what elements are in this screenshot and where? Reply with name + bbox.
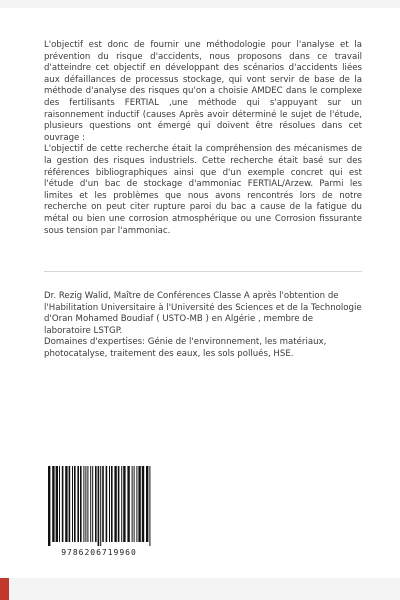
- barcode-bar: [121, 466, 122, 542]
- barcode-bar: [48, 466, 50, 546]
- bottom-bar: [0, 578, 400, 600]
- barcode-bar: [85, 466, 86, 542]
- barcode-bar: [92, 466, 93, 542]
- barcode-bar: [111, 466, 113, 542]
- top-strip: [0, 0, 400, 8]
- barcode-bar: [127, 466, 129, 542]
- barcode-bar: [65, 466, 67, 542]
- author-bio: Dr. Rezig Walid, Maître de Conférences Classe A après l'obtention de l'Habilitation Universitaire à l'Université des Sciences et de la Technologie d'Oran Mohamed Boudiaf ( USTO-MB ) en Algérie , membre de laboratoire LSTGP.: [44, 291, 362, 336]
- barcode-bar: [59, 466, 60, 542]
- barcode-bar: [138, 466, 140, 542]
- barcode-bar: [87, 466, 88, 542]
- abstract-paragraph-2: L'objectif de cette recherche était la compréhension des mécanismes de la gestion des risques industriels. Cette recherche était basé sur des références bibliographiques ainsi que d'un exemple concret qui est l'étude d'un bac de stockage d'ammoniac FERTIAL/Arzew. Parmi les limites et les problèmes que nous avons rencontrés lors de notre recherche on peut citer rupture paroi du bac a cause de la fatigue du métal ou bien une corrosion atmosphérique ou une Corrosion fissurante sous tension par l'ammoniac.: [44, 144, 362, 236]
- barcode-bar: [77, 466, 79, 542]
- barcode-bar: [98, 466, 100, 546]
- barcode-bar: [95, 466, 97, 542]
- back-cover-abstract: [44, 40, 362, 237]
- barcode-bar: [62, 466, 64, 542]
- barcode-bar: [149, 466, 150, 546]
- barcode-bar: [136, 466, 137, 542]
- isbn-barcode: [44, 464, 154, 546]
- isbn-number: 9786206719960: [61, 548, 137, 557]
- barcode-bar: [74, 466, 76, 542]
- barcode-bar: [52, 466, 54, 542]
- barcode-bar: [106, 466, 108, 542]
- barcode-bar: [142, 466, 144, 542]
- barcode-bar: [132, 466, 133, 542]
- section-divider: [44, 271, 362, 272]
- abstract-paragraph-1: L'objectif est donc de fournir une méthodologie pour l'analyse et la prévention du risque d'accidents, nous proposons dans ce travail d'atteindre cet objectif en développant des scénarios d'accidents liées aux défaillances de processus stockage, qui vont servir de base de la méthode d'analyse des risques qu'on a choisie AMDEC dans le complexe des fertilisants FERTIAL ,une méthode qui s'appuyant sur un raisonnement inductif (causes Après avoir déterminé le sujet de l'étude, plusieurs questions ont émergé qui doivent être résolues dans cet ouvrage :: [44, 40, 362, 143]
- barcode-bar: [100, 466, 101, 546]
- author-bio-section: [44, 291, 362, 361]
- author-expertise: Domaines d'expertises: Génie de l'environnement, les matériaux, photocatalyse, traitement des eaux, les sols pollués, HSE.: [44, 337, 327, 359]
- barcode-bar: [114, 466, 116, 542]
- barcode-bar: [118, 466, 120, 542]
- barcode-bar: [69, 466, 71, 542]
- barcode-bar: [123, 466, 125, 542]
- barcode-bar: [56, 466, 58, 542]
- barcode-bar: [102, 466, 104, 542]
- barcode-bar: [109, 466, 110, 542]
- barcode-bar: [80, 466, 82, 542]
- barcode-bar: [134, 466, 135, 542]
- barcode-bar: [90, 466, 91, 542]
- bottom-accent-stripe: [0, 578, 9, 600]
- barcode-bar: [72, 466, 73, 542]
- barcode-bar: [83, 466, 84, 542]
- barcode-bar: [146, 466, 148, 542]
- barcode-bars: [44, 464, 154, 546]
